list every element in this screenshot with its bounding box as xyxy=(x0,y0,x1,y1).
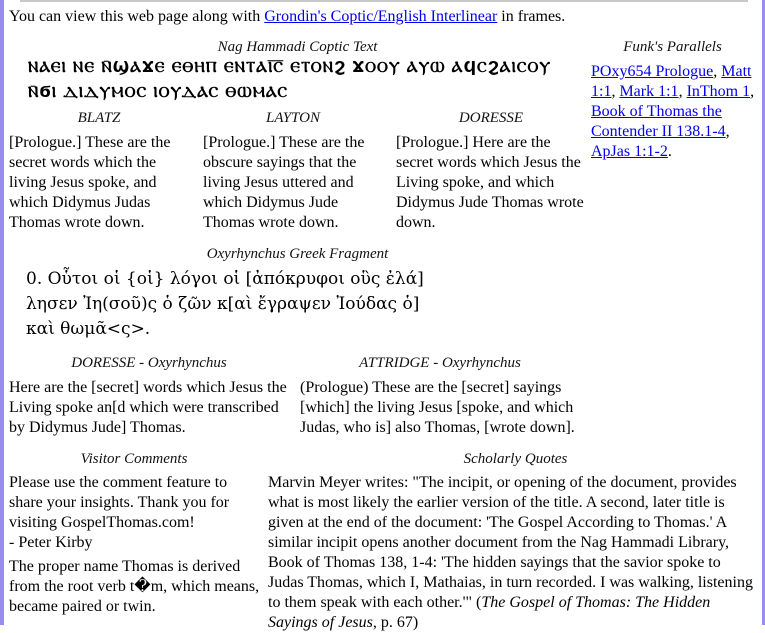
layton-text: [Prologue.] These are the obscure sayings that the living Jesus uttered and which Didymus Jude Thomas wrote down. xyxy=(203,134,365,231)
blatz-text: [Prologue.] These are the secret words which the living Jesus spoke, and which Didymus Judas Thomas wrote down. xyxy=(9,134,171,231)
greek-heading: Oxyrhynchus Greek Fragment xyxy=(206,246,389,262)
greek-line-3: καὶ θωμᾶ<ς>. xyxy=(26,319,151,339)
meyer-quote: Marvin Meyer writes: "The incipit, or opening of the document, provides what is most likely the earlier version of the title. A second, later title is given at the end of the document: 'The Gospel According to Thomas.' A similar incipit opens another document from the Nag Hammadi Library, Book of Thomas 138, 1-4: 'The hidden sayings that the savior spoke to Judas Thomas, which I, Mathaias, in turn recorded. I was walking, listening to them speak with each other.'" ( xyxy=(268,474,753,611)
doresse-oxy-text: Here are the [secret] words which Jesus the Living spoke an[d which were transcribed by Didymus Jude] Thomas. xyxy=(9,379,287,436)
parallel-link-poxy654[interactable]: POxy654 Prologue xyxy=(591,63,714,80)
parallel-link-inthom[interactable]: InThom 1 xyxy=(686,83,751,100)
quotes-text xyxy=(268,473,760,633)
parallel-link-apjas[interactable]: ApJas 1:1-2 xyxy=(591,143,668,160)
coptic-line-2: Ⲛ̄ϬⲒ ⲆⲒⲆⲨⲘⲞⲤ ⲒⲞⲨⲆⲀⲤ ⲐⲰⲘⲀⲤ xyxy=(28,83,289,101)
meyer-citation-page: , p. 67) xyxy=(372,614,419,631)
attridge-oxy-text: (Prologue) These are the [secret] sayings [which] the living Jesus [spoke, and which Judas, who is] also Thomas, [wrote down]. xyxy=(300,379,575,436)
parallel-link-matt[interactable]: Matt 1:1 xyxy=(591,63,752,100)
coptic-heading: Nag Hammadi Coptic Text xyxy=(217,39,378,55)
coptic-line-1: ⲚⲀⲈⲒ ⲚⲈ Ⲛ̄ϢⲀϪⲈ ⲈⲐⲎⲠ ⲈⲚⲦⲀⲒ̅Ⲥ̅ ⲈⲦⲞⲚϨ ϪⲞⲞⲨ ⲀⲨⲰ ⲀϤⲤϨⲀⲒⲤⲞⲨ xyxy=(28,58,552,76)
layton-heading: LAYTON xyxy=(266,110,320,126)
parallels-heading: Funk's Parallels xyxy=(623,39,722,55)
interlinear-link[interactable]: Grondin's Coptic/English Interlinear xyxy=(264,8,498,25)
comments-thomas-etymology: The proper name Thomas is derived from the root verb t�m, which means, became paired or twin. xyxy=(9,558,260,615)
greek-line-1: 0. Οὗτοι οἱ {οἱ} λόγοι οἱ [ἀπόκρυφοι οὓς ἐλά] xyxy=(26,269,424,289)
parallels-list: POxy654 Prologue, Matt 1:1, Mark 1:1, InThom 1, Book of Thomas the Contender II 138.1-4, ApJas 1:1-2. xyxy=(591,63,755,160)
greek-line-2: λησεν Ἰη(σοῦ)ς ὁ ζῶν κ[αὶ ἔγραψεν Ἰούδας ὁ] xyxy=(26,294,420,314)
parallel-link-book-of-thomas[interactable]: Book of Thomas the Contender II 138.1-4 xyxy=(591,103,726,140)
meyer-citation-title: The Gospel of Thomas: The Hidden Sayings of Jesus xyxy=(268,594,711,631)
quotes-heading: Scholarly Quotes xyxy=(463,451,568,467)
doresse-heading: DORESSE xyxy=(458,110,524,126)
doresse-oxy-heading: DORESSE - Oxyrhynchus xyxy=(71,355,227,371)
blatz-heading: BLATZ xyxy=(77,110,121,126)
frame-border-left xyxy=(0,0,4,625)
top-horizontal-rule xyxy=(20,0,748,2)
intro-text xyxy=(9,7,565,27)
intro-prefix: You can view this web page along with xyxy=(9,8,265,25)
parallel-link-mark[interactable]: Mark 1:1 xyxy=(619,83,679,100)
comments-heading: Visitor Comments xyxy=(80,451,188,467)
doresse-text: [Prologue.] Here are the secret words which Jesus the Living spoke, and which Didymus Jude Thomas wrote down. xyxy=(396,134,584,231)
intro-suffix: in frames. xyxy=(497,8,566,25)
comments-block xyxy=(9,473,261,617)
comments-signature: - Peter Kirby xyxy=(9,534,93,551)
comments-welcome: Please use the comment feature to share your insights. Thank you for visiting GospelThomas.com! xyxy=(9,474,230,531)
attridge-oxy-heading: ATTRIDGE - Oxyrhynchus xyxy=(359,355,521,371)
